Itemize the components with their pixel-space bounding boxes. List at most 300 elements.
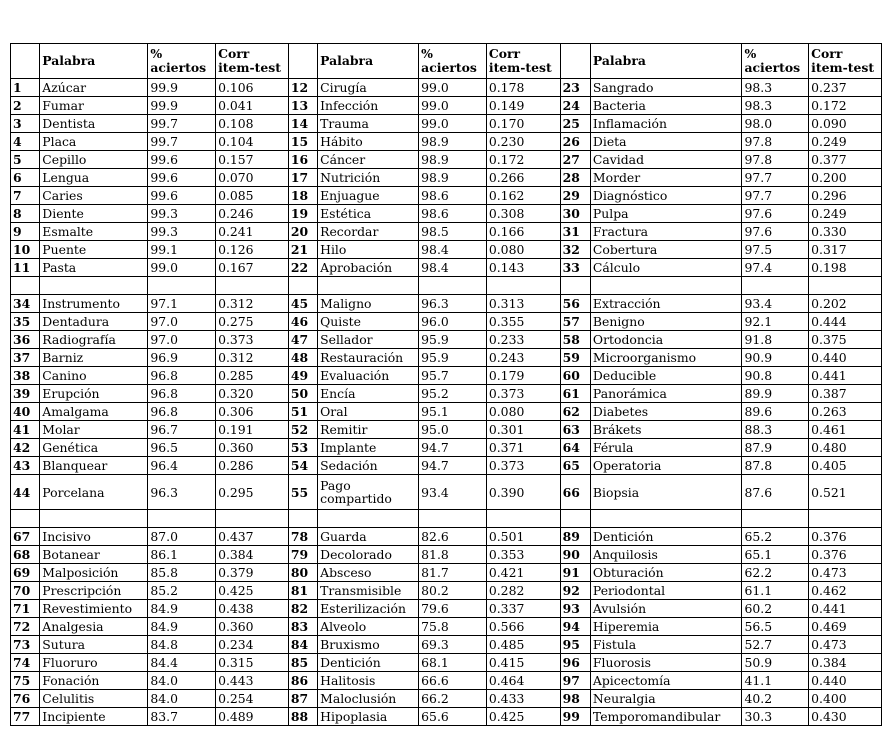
word-cell: Fluoruro	[40, 654, 148, 672]
number-cell: 88	[288, 708, 317, 726]
percent-correct-cell: 98.6	[419, 205, 487, 223]
word-cell: Alveolo	[318, 618, 419, 636]
number-cell: 55	[288, 475, 317, 510]
item-test-corr-cell: 0.090	[809, 115, 882, 133]
number-cell: 38	[11, 367, 40, 385]
number-cell: 44	[11, 475, 40, 510]
word-cell: Dentista	[40, 115, 148, 133]
item-test-corr-cell: 0.387	[809, 385, 882, 403]
percent-correct-cell: 99.3	[148, 223, 216, 241]
header-aciertos: % aciertos	[742, 44, 809, 79]
percent-correct-cell: 98.9	[419, 169, 487, 187]
word-cell: Cirugía	[318, 79, 419, 97]
percent-correct-cell: 80.2	[419, 582, 487, 600]
number-cell: 59	[560, 349, 590, 367]
item-test-corr-cell: 0.179	[486, 367, 560, 385]
item-test-corr-cell: 0.384	[216, 546, 289, 564]
empty-cell	[419, 277, 487, 295]
number-cell: 63	[560, 421, 590, 439]
number-cell: 10	[11, 241, 40, 259]
item-test-corr-cell: 0.243	[486, 349, 560, 367]
word-cell: Decolorado	[318, 546, 419, 564]
percent-correct-cell: 98.3	[742, 97, 809, 115]
table-row	[11, 690, 882, 708]
item-test-corr-cell: 0.157	[216, 151, 289, 169]
word-cell: Malposición	[40, 564, 148, 582]
number-cell: 52	[288, 421, 317, 439]
percent-correct-cell: 99.0	[419, 115, 487, 133]
percent-correct-cell: 97.0	[148, 313, 216, 331]
word-cell: Cepillo	[40, 151, 148, 169]
number-cell: 18	[288, 187, 317, 205]
item-test-corr-cell: 0.433	[486, 690, 560, 708]
percent-correct-cell: 85.2	[148, 582, 216, 600]
word-cell: Enjuague	[318, 187, 419, 205]
word-cell: Puente	[40, 241, 148, 259]
percent-correct-cell: 66.2	[419, 690, 487, 708]
empty-cell	[288, 277, 317, 295]
percent-correct-cell: 93.4	[419, 475, 487, 510]
item-test-corr-cell: 0.441	[809, 600, 882, 618]
item-test-corr-cell: 0.473	[809, 636, 882, 654]
empty-cell	[590, 277, 742, 295]
item-test-corr-cell: 0.085	[216, 187, 289, 205]
percent-correct-cell: 68.1	[419, 654, 487, 672]
word-cell: Recordar	[318, 223, 419, 241]
number-cell: 47	[288, 331, 317, 349]
word-cell: Diente	[40, 205, 148, 223]
percent-correct-cell: 96.3	[148, 475, 216, 510]
header-palabra: Palabra	[40, 44, 148, 79]
percent-correct-cell: 40.2	[742, 690, 809, 708]
item-test-corr-cell: 0.501	[486, 528, 560, 546]
word-cell: Férula	[590, 439, 742, 457]
item-test-corr-cell: 0.041	[216, 97, 289, 115]
number-cell: 66	[560, 475, 590, 510]
percent-correct-cell: 99.9	[148, 97, 216, 115]
empty-cell	[560, 510, 590, 528]
word-cell: Restauración	[318, 349, 419, 367]
word-cell: Anquilosis	[590, 546, 742, 564]
item-test-corr-cell: 0.306	[216, 403, 289, 421]
word-cell: Cálculo	[590, 259, 742, 277]
empty-cell	[486, 510, 560, 528]
percent-correct-cell: 87.9	[742, 439, 809, 457]
item-test-corr-cell: 0.106	[216, 79, 289, 97]
percent-correct-cell: 97.4	[742, 259, 809, 277]
word-cell: Erupción	[40, 385, 148, 403]
number-cell: 65	[560, 457, 590, 475]
word-cell: Periodontal	[590, 582, 742, 600]
number-cell: 6	[11, 169, 40, 187]
percent-correct-cell: 97.1	[148, 295, 216, 313]
number-cell: 7	[11, 187, 40, 205]
number-cell: 22	[288, 259, 317, 277]
number-cell: 26	[560, 133, 590, 151]
word-cell: Bruxismo	[318, 636, 419, 654]
word-cell: Incipiente	[40, 708, 148, 726]
word-cell: Fonación	[40, 672, 148, 690]
item-test-corr-cell: 0.200	[809, 169, 882, 187]
number-cell: 39	[11, 385, 40, 403]
percent-correct-cell: 87.0	[148, 528, 216, 546]
percent-correct-cell: 98.9	[419, 133, 487, 151]
number-cell: 31	[560, 223, 590, 241]
word-cell: Panorámica	[590, 385, 742, 403]
item-test-corr-cell: 0.376	[809, 528, 882, 546]
item-test-corr-cell: 0.373	[486, 457, 560, 475]
number-cell: 71	[11, 600, 40, 618]
word-cell: Pasta	[40, 259, 148, 277]
number-cell: 98	[560, 690, 590, 708]
percent-correct-cell: 94.7	[419, 439, 487, 457]
header-aciertos: % aciertos	[148, 44, 216, 79]
item-test-corr-cell: 0.254	[216, 690, 289, 708]
empty-cell	[318, 277, 419, 295]
table-row	[11, 421, 882, 439]
word-cell: Instrumento	[40, 295, 148, 313]
percent-correct-cell: 84.0	[148, 672, 216, 690]
table-row	[11, 546, 882, 564]
word-cell: Fistula	[590, 636, 742, 654]
number-cell: 99	[560, 708, 590, 726]
percent-correct-cell: 62.2	[742, 564, 809, 582]
table-row	[11, 295, 882, 313]
word-cell: Genética	[40, 439, 148, 457]
percent-correct-cell: 91.8	[742, 331, 809, 349]
table-row	[11, 600, 882, 618]
table-row	[11, 151, 882, 169]
number-cell: 23	[560, 79, 590, 97]
word-cell: Sellador	[318, 331, 419, 349]
word-cell: Sangrado	[590, 79, 742, 97]
percent-correct-cell: 97.6	[742, 223, 809, 241]
percent-correct-cell: 83.7	[148, 708, 216, 726]
item-test-corr-cell: 0.375	[809, 331, 882, 349]
word-cell: Neuralgia	[590, 690, 742, 708]
percent-correct-cell: 96.8	[148, 403, 216, 421]
word-cell: Hábito	[318, 133, 419, 151]
item-test-corr-cell: 0.285	[216, 367, 289, 385]
number-cell: 15	[288, 133, 317, 151]
word-cell: Morder	[590, 169, 742, 187]
percent-correct-cell: 65.1	[742, 546, 809, 564]
table-row	[11, 79, 882, 97]
item-test-corr-cell: 0.400	[809, 690, 882, 708]
word-cell: Sedación	[318, 457, 419, 475]
percent-correct-cell: 99.9	[148, 79, 216, 97]
item-test-corr-cell: 0.162	[486, 187, 560, 205]
percent-correct-cell: 98.5	[419, 223, 487, 241]
number-cell: 74	[11, 654, 40, 672]
word-cell: Halitosis	[318, 672, 419, 690]
percent-correct-cell: 99.6	[148, 151, 216, 169]
number-cell: 13	[288, 97, 317, 115]
number-cell: 8	[11, 205, 40, 223]
percent-correct-cell: 97.5	[742, 241, 809, 259]
percent-correct-cell: 84.8	[148, 636, 216, 654]
percent-correct-cell: 81.7	[419, 564, 487, 582]
number-cell: 57	[560, 313, 590, 331]
percent-correct-cell: 82.6	[419, 528, 487, 546]
percent-correct-cell: 99.6	[148, 187, 216, 205]
item-test-corr-cell: 0.441	[809, 367, 882, 385]
item-test-corr-cell: 0.373	[486, 385, 560, 403]
number-cell: 1	[11, 79, 40, 97]
item-test-corr-cell: 0.421	[486, 564, 560, 582]
word-cell: Maloclusión	[318, 690, 419, 708]
percent-correct-cell: 84.0	[148, 690, 216, 708]
item-test-corr-cell: 0.464	[486, 672, 560, 690]
number-cell: 87	[288, 690, 317, 708]
number-cell: 56	[560, 295, 590, 313]
percent-correct-cell: 97.7	[742, 187, 809, 205]
item-test-corr-cell: 0.170	[486, 115, 560, 133]
item-test-corr-cell: 0.202	[809, 295, 882, 313]
word-cell: Trauma	[318, 115, 419, 133]
table-row	[11, 475, 882, 510]
table-row	[11, 618, 882, 636]
empty-cell	[809, 277, 882, 295]
percent-correct-cell: 97.0	[148, 331, 216, 349]
word-cell: Apicectomía	[590, 672, 742, 690]
number-cell: 30	[560, 205, 590, 223]
percent-correct-cell: 84.9	[148, 600, 216, 618]
item-test-corr-cell: 0.126	[216, 241, 289, 259]
empty-cell	[40, 277, 148, 295]
item-test-corr-cell: 0.275	[216, 313, 289, 331]
item-test-corr-cell: 0.249	[809, 133, 882, 151]
word-cell: Esmalte	[40, 223, 148, 241]
header-aciertos: % aciertos	[419, 44, 487, 79]
percent-correct-cell: 99.7	[148, 115, 216, 133]
percent-correct-cell: 84.4	[148, 654, 216, 672]
word-cell: Fluorosis	[590, 654, 742, 672]
number-cell: 85	[288, 654, 317, 672]
word-cell: Lengua	[40, 169, 148, 187]
percent-correct-cell: 95.2	[419, 385, 487, 403]
number-cell: 94	[560, 618, 590, 636]
percent-correct-cell: 97.7	[742, 169, 809, 187]
word-cell: Cáncer	[318, 151, 419, 169]
table-row	[11, 582, 882, 600]
item-test-corr-cell: 0.198	[809, 259, 882, 277]
percent-correct-cell: 99.0	[419, 97, 487, 115]
item-test-corr-cell: 0.080	[486, 241, 560, 259]
percent-correct-cell: 99.1	[148, 241, 216, 259]
word-cell: Caries	[40, 187, 148, 205]
table-row	[11, 115, 882, 133]
item-test-corr-cell: 0.360	[216, 618, 289, 636]
percent-correct-cell: 79.6	[419, 600, 487, 618]
word-cell: Cavidad	[590, 151, 742, 169]
word-cell: Benigno	[590, 313, 742, 331]
number-cell: 25	[560, 115, 590, 133]
number-cell: 81	[288, 582, 317, 600]
word-cell: Fractura	[590, 223, 742, 241]
number-cell: 46	[288, 313, 317, 331]
number-cell: 17	[288, 169, 317, 187]
item-test-corr-cell: 0.308	[486, 205, 560, 223]
percent-correct-cell: 99.0	[148, 259, 216, 277]
header-row	[11, 44, 882, 79]
word-cell: Canino	[40, 367, 148, 385]
number-cell: 48	[288, 349, 317, 367]
item-test-corr-cell: 0.489	[216, 708, 289, 726]
percent-correct-cell: 96.9	[148, 349, 216, 367]
number-cell: 90	[560, 546, 590, 564]
table-row	[11, 169, 882, 187]
word-cell: Porcelana	[40, 475, 148, 510]
table-row	[11, 403, 882, 421]
number-cell: 60	[560, 367, 590, 385]
number-cell: 82	[288, 600, 317, 618]
item-test-corr-cell: 0.246	[216, 205, 289, 223]
item-test-corr-cell: 0.360	[216, 439, 289, 457]
number-cell: 19	[288, 205, 317, 223]
header-corr: Corr item-test	[809, 44, 882, 79]
item-test-corr-cell: 0.172	[486, 151, 560, 169]
header-corr: Corr item-test	[216, 44, 289, 79]
word-cell: Analgesia	[40, 618, 148, 636]
percent-correct-cell: 87.6	[742, 475, 809, 510]
percent-correct-cell: 96.0	[419, 313, 487, 331]
item-test-corr-cell: 0.233	[486, 331, 560, 349]
item-test-corr-cell: 0.315	[216, 654, 289, 672]
table-row	[11, 97, 882, 115]
number-cell: 89	[560, 528, 590, 546]
percent-correct-cell: 86.1	[148, 546, 216, 564]
number-cell: 24	[560, 97, 590, 115]
number-cell: 36	[11, 331, 40, 349]
item-test-corr-cell: 0.438	[216, 600, 289, 618]
number-cell: 61	[560, 385, 590, 403]
item-test-corr-cell: 0.566	[486, 618, 560, 636]
item-test-corr-cell: 0.425	[486, 708, 560, 726]
percent-correct-cell: 93.4	[742, 295, 809, 313]
word-cell: Revestimiento	[40, 600, 148, 618]
number-cell: 92	[560, 582, 590, 600]
empty-cell	[148, 277, 216, 295]
word-cell: Incisivo	[40, 528, 148, 546]
item-test-corr-cell: 0.379	[216, 564, 289, 582]
empty-cell	[216, 510, 289, 528]
empty-cell	[288, 510, 317, 528]
word-cell: Inflamación	[590, 115, 742, 133]
percent-correct-cell: 87.8	[742, 457, 809, 475]
item-test-corr-cell: 0.405	[809, 457, 882, 475]
word-cell: Bacteria	[590, 97, 742, 115]
item-test-corr-cell: 0.234	[216, 636, 289, 654]
table-row	[11, 528, 882, 546]
item-test-corr-cell: 0.337	[486, 600, 560, 618]
word-cell: Aprobación	[318, 259, 419, 277]
number-cell: 50	[288, 385, 317, 403]
item-test-corr-cell: 0.473	[809, 564, 882, 582]
item-test-corr-cell: 0.143	[486, 259, 560, 277]
percent-correct-cell: 99.7	[148, 133, 216, 151]
number-cell: 42	[11, 439, 40, 457]
number-cell: 72	[11, 618, 40, 636]
item-test-corr-cell: 0.301	[486, 421, 560, 439]
percent-correct-cell: 96.4	[148, 457, 216, 475]
percent-correct-cell: 84.9	[148, 618, 216, 636]
word-cell: Remitir	[318, 421, 419, 439]
number-cell: 62	[560, 403, 590, 421]
word-cell: Azúcar	[40, 79, 148, 97]
empty-cell	[40, 510, 148, 528]
empty-cell	[590, 510, 742, 528]
item-test-corr-cell: 0.108	[216, 115, 289, 133]
empty-cell	[742, 277, 809, 295]
item-test-corr-cell: 0.330	[809, 223, 882, 241]
percent-correct-cell: 99.3	[148, 205, 216, 223]
percent-correct-cell: 85.8	[148, 564, 216, 582]
word-cell: Operatoria	[590, 457, 742, 475]
word-cell: Dieta	[590, 133, 742, 151]
percent-correct-cell: 65.2	[742, 528, 809, 546]
empty-cell	[318, 510, 419, 528]
table-row	[11, 385, 882, 403]
word-cell: Prescripción	[40, 582, 148, 600]
number-cell: 35	[11, 313, 40, 331]
number-cell: 96	[560, 654, 590, 672]
empty-cell	[216, 277, 289, 295]
item-test-corr-cell: 0.167	[216, 259, 289, 277]
percent-correct-cell: 98.4	[419, 259, 487, 277]
item-test-corr-cell: 0.080	[486, 403, 560, 421]
number-cell: 64	[560, 439, 590, 457]
table-row	[11, 457, 882, 475]
number-cell: 43	[11, 457, 40, 475]
empty-cell	[11, 277, 40, 295]
empty-cell	[419, 510, 487, 528]
item-test-corr-cell: 0.430	[809, 708, 882, 726]
percent-correct-cell: 75.8	[419, 618, 487, 636]
percent-correct-cell: 98.0	[742, 115, 809, 133]
percent-correct-cell: 95.0	[419, 421, 487, 439]
item-test-corr-cell: 0.390	[486, 475, 560, 510]
word-cell: Absceso	[318, 564, 419, 582]
percent-correct-cell: 98.9	[419, 151, 487, 169]
number-cell: 32	[560, 241, 590, 259]
item-test-corr-cell: 0.178	[486, 79, 560, 97]
percent-correct-cell: 65.6	[419, 708, 487, 726]
number-cell: 86	[288, 672, 317, 690]
table-row	[11, 313, 882, 331]
number-cell: 80	[288, 564, 317, 582]
header-number	[560, 44, 590, 79]
empty-cell	[486, 277, 560, 295]
number-cell: 83	[288, 618, 317, 636]
word-cell: Ortodoncia	[590, 331, 742, 349]
word-cell: Barniz	[40, 349, 148, 367]
number-cell: 11	[11, 259, 40, 277]
item-test-corr-cell: 0.384	[809, 654, 882, 672]
word-cell: Maligno	[318, 295, 419, 313]
empty-cell	[148, 510, 216, 528]
item-test-corr-cell: 0.312	[216, 295, 289, 313]
number-cell: 21	[288, 241, 317, 259]
table-row	[11, 133, 882, 151]
word-cell: Nutrición	[318, 169, 419, 187]
word-statistics-table	[10, 43, 882, 726]
word-cell: Encía	[318, 385, 419, 403]
percent-correct-cell: 50.9	[742, 654, 809, 672]
table-row	[11, 187, 882, 205]
number-cell: 9	[11, 223, 40, 241]
number-cell: 33	[560, 259, 590, 277]
